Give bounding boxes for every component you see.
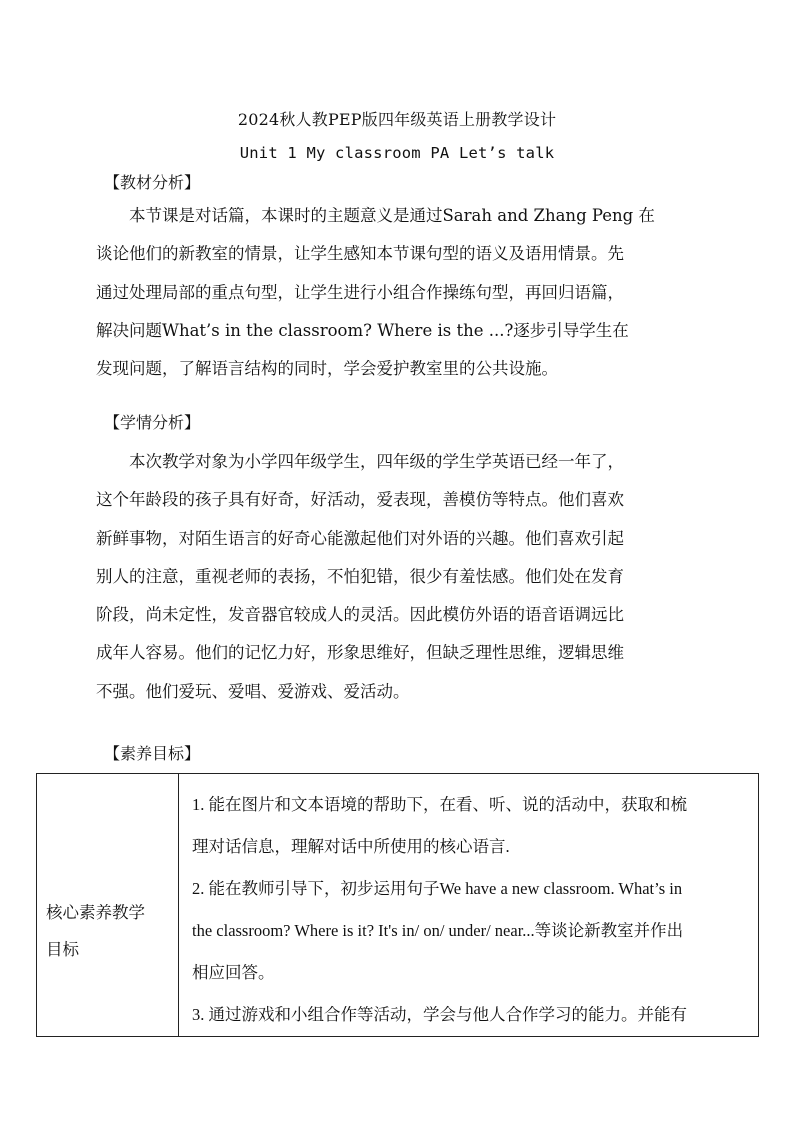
paragraph-line: 解决问题What’s in the classroom? Where is the ...?逐步引导学生在 [96, 320, 629, 340]
heading-literacy-goals: 【素养目标】 [104, 744, 201, 763]
table-row [37, 774, 759, 1037]
paragraph-line: 通过处理局部的重点句型，让学生进行小组合作操练句型，再回归语篇， [96, 282, 624, 302]
goals-label-line: 目标 [46, 939, 79, 959]
goal-line: 1. 能在图片和文本语境的帮助下，在看、听、说的活动中，获取和梳 [192, 795, 687, 814]
paragraph-line: 阶段，尚未定性，发音器官较成人的灵活。因此模仿外语的语音语调远比 [96, 605, 624, 625]
goals-label-line: 核心素养教学 [46, 902, 145, 922]
paragraph-student-analysis [96, 443, 700, 711]
paragraph-textbook-analysis [96, 197, 700, 388]
paragraph-line: 别人的注意，重视老师的表扬，不怕犯错，很少有羞怯感。他们处在发育 [96, 566, 624, 586]
goal-line: the classroom? Where is it? It's in/ on/ under/ near...等谈论新教室并作出 [192, 921, 684, 940]
document-subtitle: Unit 1 My classroom PA Let’s talk [239, 144, 555, 162]
paragraph-line: 这个年龄段的孩子具有好奇，好活动，爱表现，善模仿等特点。他们喜欢 [96, 490, 624, 510]
paragraph-line: 发现问题，了解语言结构的同时，学会爱护教室里的公共设施。 [96, 359, 558, 379]
goals-table [36, 773, 759, 1037]
paragraph-line: 本次教学对象为小学四年级学生，四年级的学生学英语已经一年了， [129, 452, 624, 471]
paragraph-line: 不强。他们爱玩、爱唱、爱游戏、爱活动。 [96, 681, 410, 701]
goal-line: 3. 通过游戏和小组合作等活动，学会与他人合作学习的能力。并能有 [192, 1005, 687, 1024]
goal-line: 相应回答。 [192, 963, 275, 982]
paragraph-line: 新鲜事物，对陌生语言的好奇心能激起他们对外语的兴趣。他们喜欢引起 [96, 528, 624, 548]
goal-line: 理对话信息，理解对话中所使用的核心语言. [192, 837, 510, 856]
heading-student-analysis: 【学情分析】 [104, 413, 201, 432]
document-title: 2024秋人教PEP版四年级英语上册教学设计 [237, 110, 557, 129]
paragraph-line: 谈论他们的新教室的情景，让学生感知本节课句型的语义及语用情景。先 [96, 244, 624, 264]
paragraph-line: 成年人容易。他们的记忆力好，形象思维好，但缺乏理性思维，逻辑思维 [96, 643, 624, 663]
heading-textbook-analysis: 【教材分析】 [104, 173, 201, 192]
paragraph-line: 本节课是对话篇，本课时的主题意义是通过Sarah and Zhang Peng 在 [129, 206, 655, 225]
goals-label-cell [37, 774, 179, 1037]
goals-content-cell [179, 774, 759, 1037]
goal-line: 2. 能在教师引导下，初步运用句子We have a new classroom. What’s in [192, 879, 683, 898]
